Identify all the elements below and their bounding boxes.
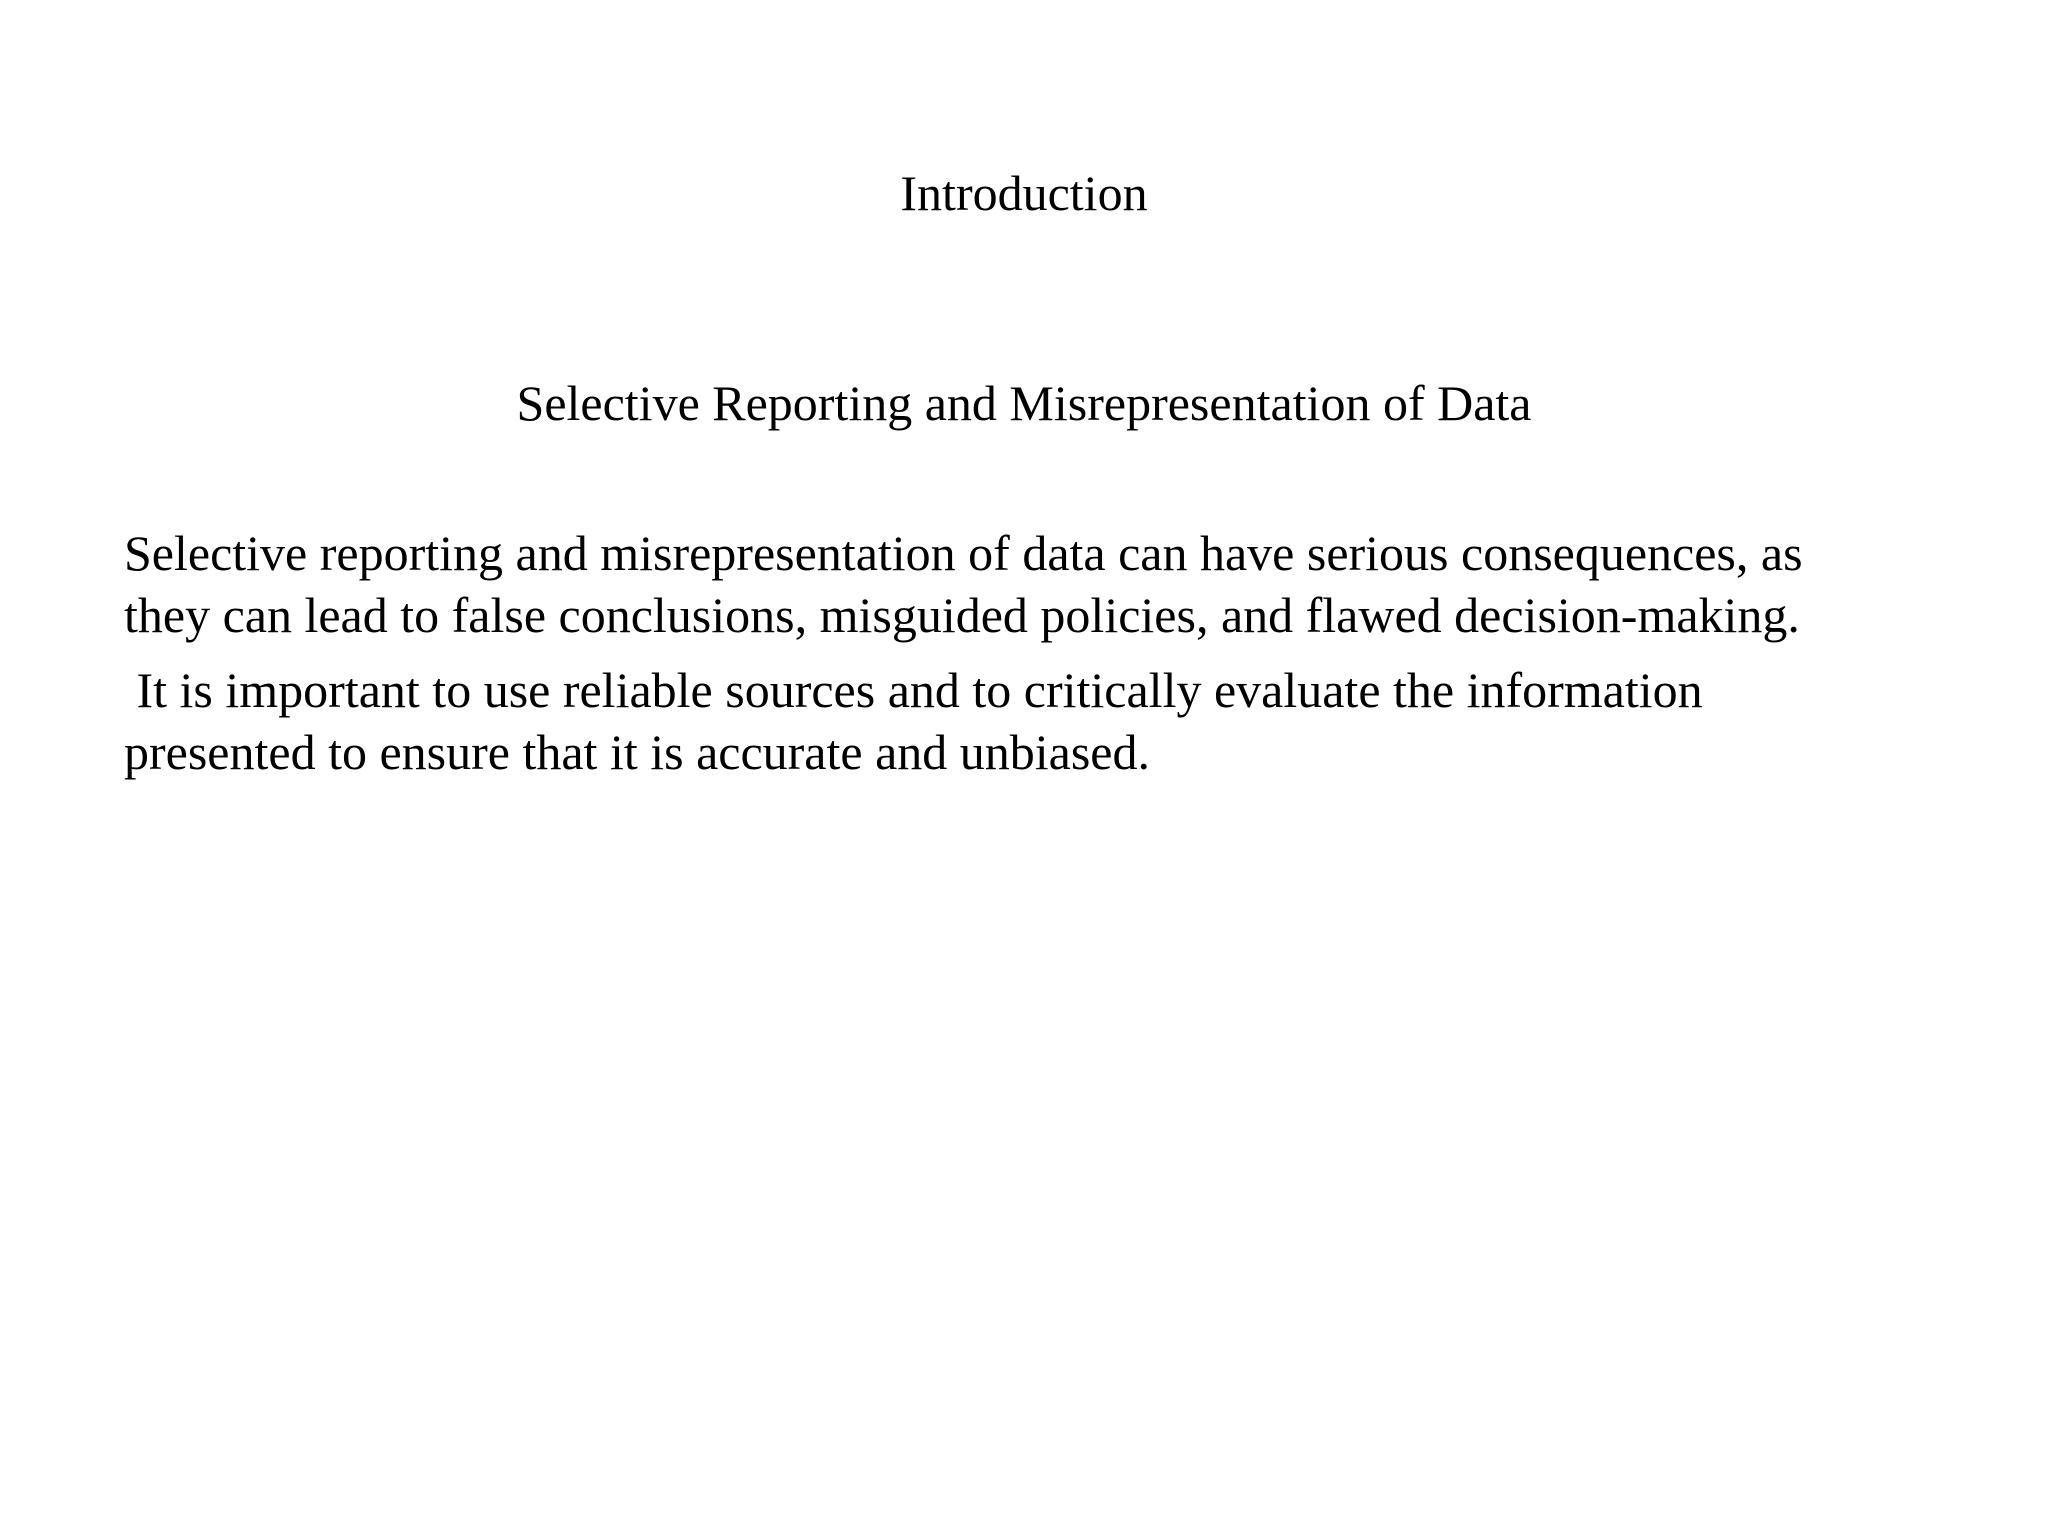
paragraph-1	[124, 522, 1924, 646]
paragraph-2-line-1: It is important to use reliable sources and to critically evaluate the information	[124, 662, 1703, 718]
paragraph-2-line-2: presented to ensure that it is accurate and unbiased.	[124, 724, 1151, 780]
section-heading: Selective Reporting and Misrepresentation of Data	[516, 375, 1532, 431]
paragraph-1-line-2: they can lead to false conclusions, misguided policies, and flawed decision-making.	[124, 587, 1800, 643]
page-title: Introduction	[900, 165, 1148, 221]
paragraph-2	[124, 659, 1924, 783]
paragraph-1-line-1: Selective reporting and misrepresentation of data can have serious consequences, as	[124, 525, 1803, 581]
